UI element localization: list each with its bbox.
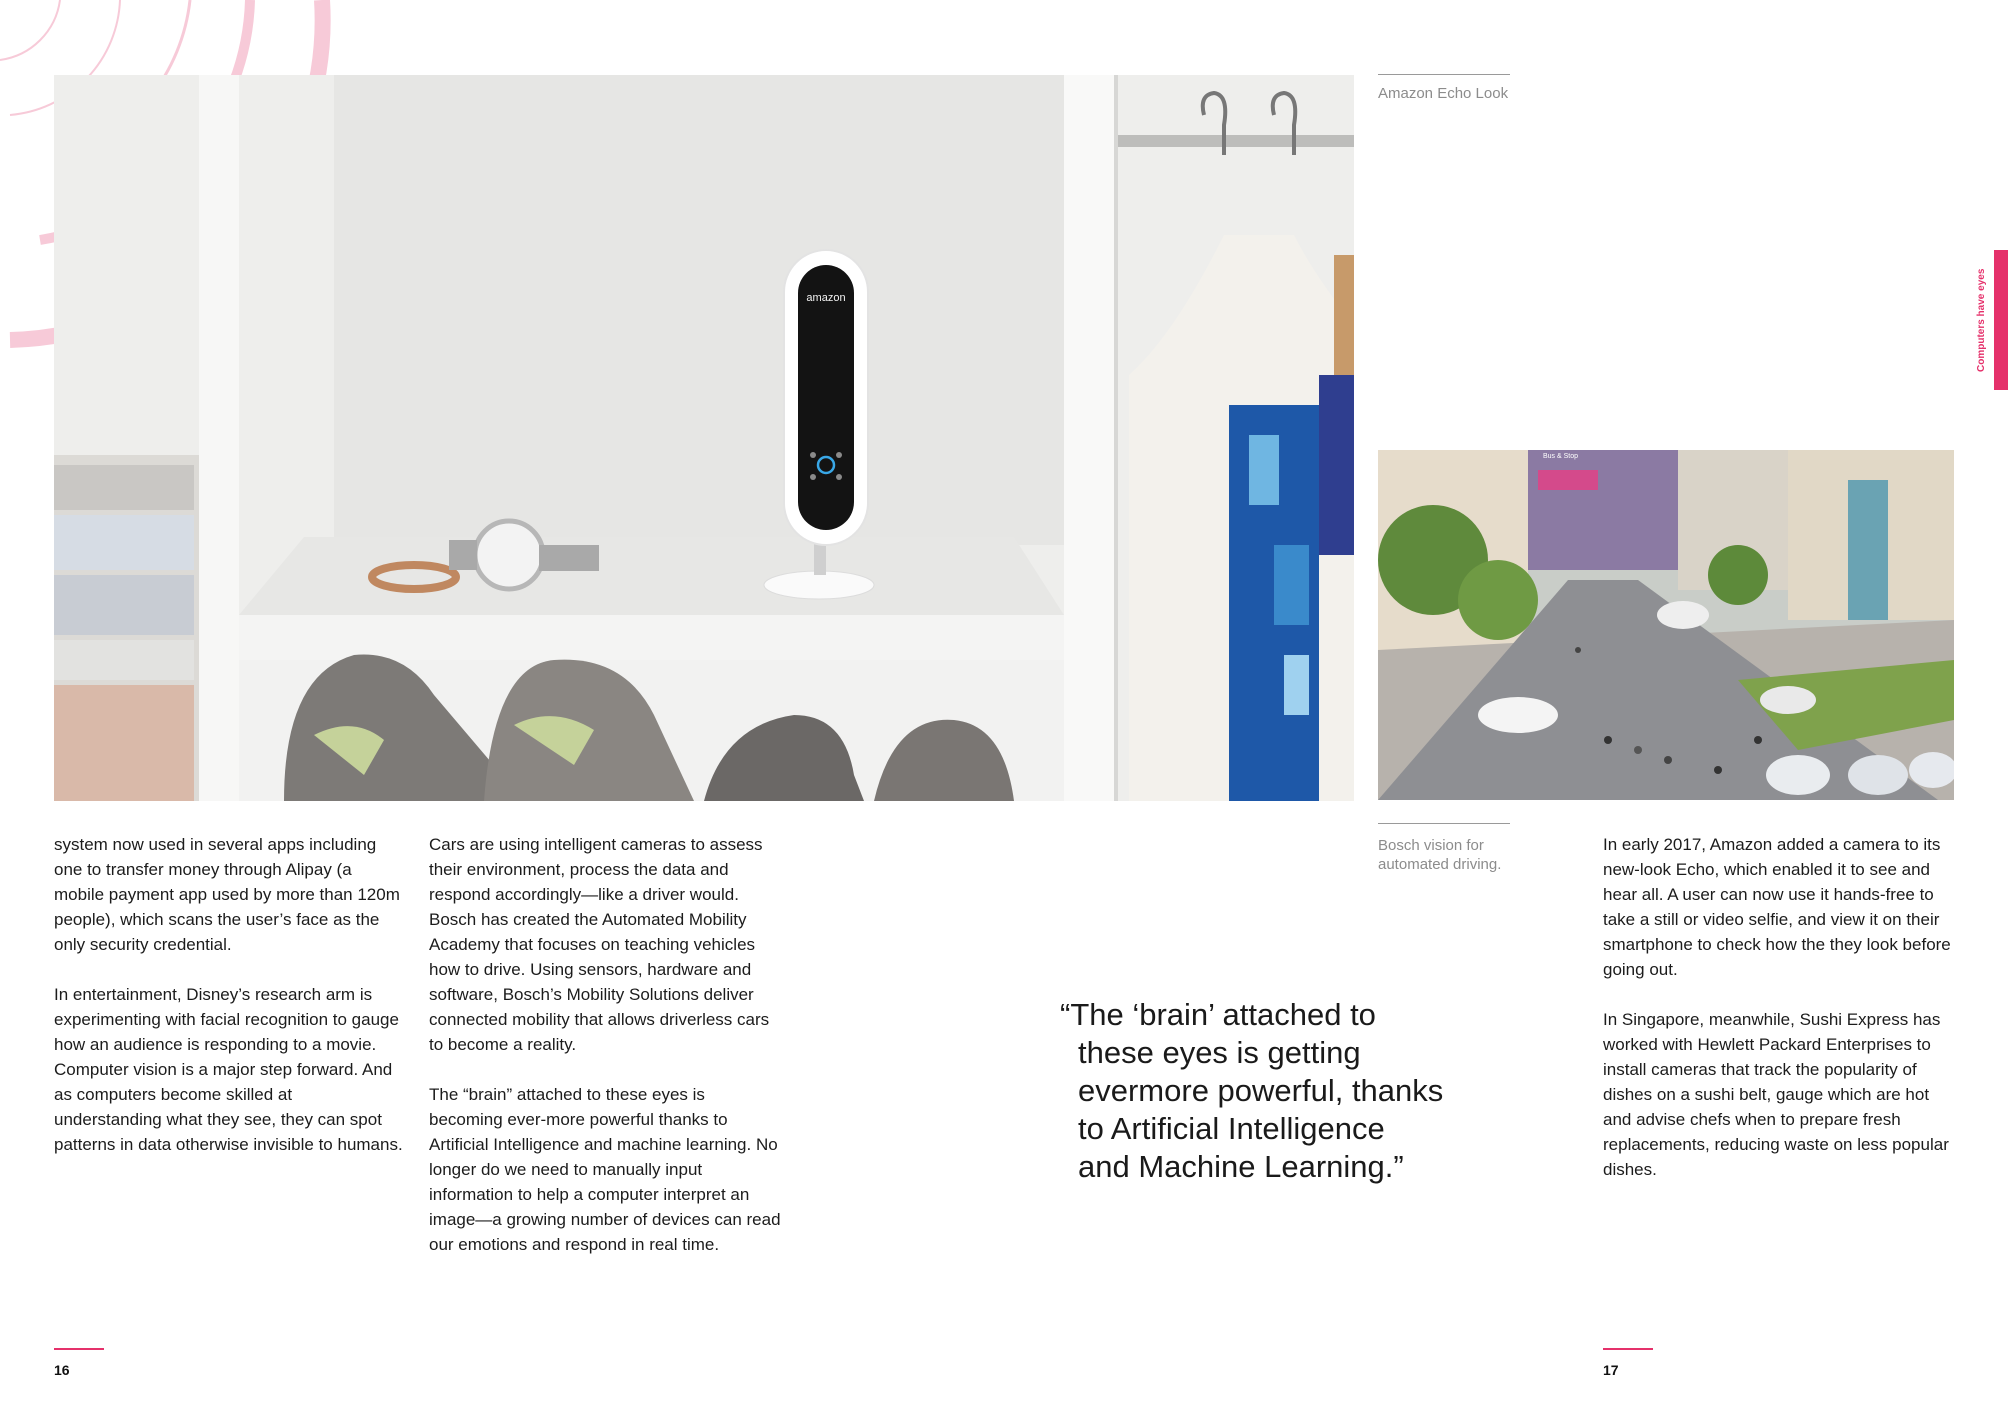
pull-quote [1060, 996, 1500, 1186]
quote-line: these eyes is getting [1078, 1035, 1361, 1070]
page-number-right: 17 [1603, 1362, 1619, 1378]
quote-line: “The ‘brain’ attached to [1060, 997, 1376, 1032]
text-column-1 [54, 832, 404, 1182]
section-tab-label: Computers have eyes [1976, 268, 1987, 372]
paragraph: Cars are using intelligent cameras to assess their environment, process the data and respond accordingly—like a driver would. Bosch has created the Automated Mobility Academy that focuses on teaching vehicles how to drive. Using sensors, hardware and software, Bosch’s Mobility Solutions deliver connected mobility that allows driverless cars to become a reality. [429, 835, 770, 1054]
city-sign-text: Bus & Stop [1543, 453, 1579, 460]
paragraph: In Singapore, meanwhile, Sushi Express has worked with Hewlett Packard Enterprises to install cameras that track the popularity of dishes on a sushi belt, gauge which are hot and advise chefs when to prepare fresh replacements, reducing waste on less popular dishes. [1603, 1010, 1949, 1179]
page-number-rule [54, 1348, 104, 1350]
paragraph: In entertainment, Disney’s research arm is experimenting with facial recognition to gauge how an audience is responding to a movie. Computer vision is a major step forward. And as computers become skilled at understanding what they see, they can spot patterns in data otherwise invisible to humans. [54, 985, 403, 1154]
caption-bosch [1378, 836, 1501, 874]
caption-bosch-line2: automated driving. [1378, 856, 1502, 873]
caption-echo-look: Amazon Echo Look [1378, 85, 1509, 102]
bosch-city-photo [1378, 450, 1954, 800]
echo-look-photo [54, 75, 1354, 801]
paragraph: system now used in several apps including one to transfer money through Alipay (a mobile payment app used by more than 120m people), which scans the user’s face as the only security credential. [54, 835, 400, 954]
page-number-rule [1603, 1348, 1653, 1350]
text-column-4 [1603, 832, 1961, 1207]
quote-line: and Machine Learning.” [1078, 1149, 1404, 1184]
paragraph: The “brain” attached to these eyes is becoming ever-more powerful thanks to Artificial Intelligence and machine learning. No longer do we need to manually input information to help a computer interpret an image—a growing number of devices can read our emotions and respond in real time. [429, 1085, 781, 1254]
page-number-left: 16 [54, 1362, 70, 1378]
amazon-logo-text: amazon [806, 292, 846, 304]
caption-bosch-line1: Bosch vision for [1378, 837, 1484, 854]
paragraph: In early 2017, Amazon added a camera to its new-look Echo, which enabled it to see and hear all. A user can now use it hands-free to take a still or video selfie, and view it on their smartphone to check how the they look before going out. [1603, 835, 1951, 979]
caption-rule [1378, 74, 1510, 75]
quote-line: evermore powerful, thanks [1078, 1073, 1444, 1108]
caption-rule [1378, 823, 1510, 824]
text-column-2 [429, 832, 781, 1282]
quote-line: to Artificial Intelligence [1078, 1111, 1385, 1146]
section-tab [1994, 250, 2008, 390]
